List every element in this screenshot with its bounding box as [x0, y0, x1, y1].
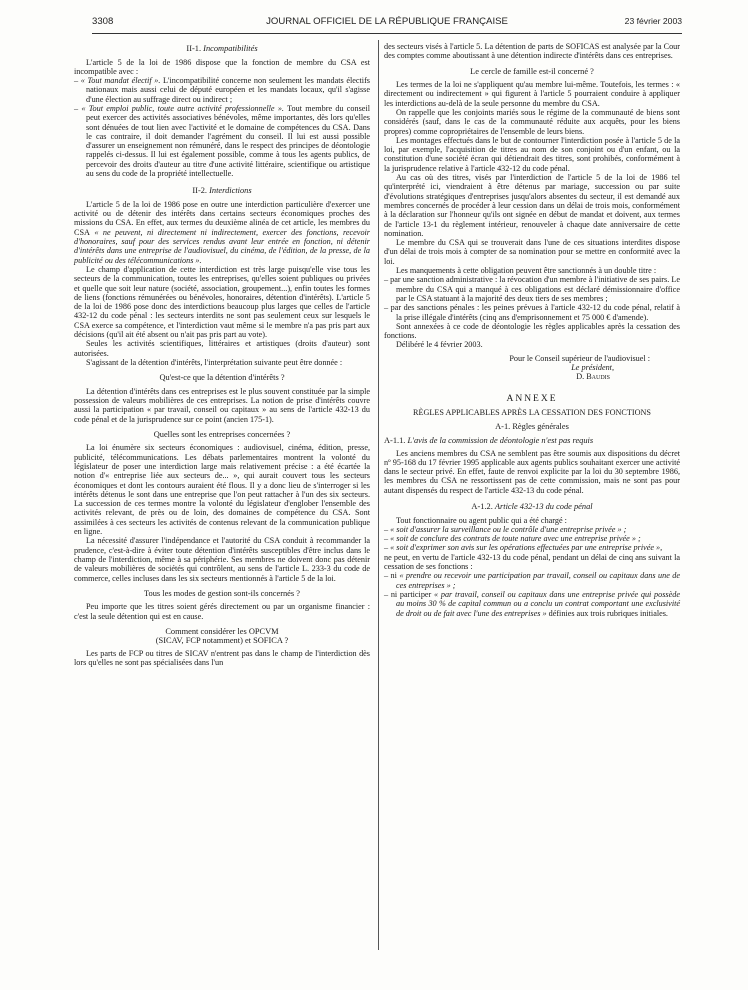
heading-text: L'avis de la commission de déontologie n'est pas requis [407, 436, 594, 446]
paragraph: Le champ d'application de cette interdiction est très large puisqu'elle vise tous les secteurs de la communication, toutes les entreprises, qu'elles soient publiques ou privées et quelle que soit leur nature (société, association, groupement...), enfin toutes les formes de liens (fonctions rémunérées ou bénévoles, honoraires, détention d'intérêts). L'article 5 de la loi de 1986 pose donc des interdictions beaucoup plus larges que celles de l'article 432-12 du code pénal : les secteurs interdits ne sont pas seulement ceux sur lesquels le CSA exerce sa compétence, et l'interdiction vaut même si le membre n'a pas pris part aux décisions (qu'il ait été absent ou n'ait pas pris part au vote). [74, 264, 370, 340]
paragraph: Les parts de FCP ou titres de SICAV n'entrent pas dans le champ de l'interdiction dès lors qu'elles ne sont pas spécialisées dans l'un [74, 648, 370, 668]
annex-section-heading: A-1. Règles générales [495, 421, 569, 431]
deliberation-date: Délibéré le 4 février 2003. [396, 340, 483, 350]
paragraph: La loi énumère six secteurs économiques : audiovisuel, cinéma, édition, presse, publicité, télécommunications. Les débats parlementaires montrent la volonté du législateur de poser une interdiction large mais relativement précise : a été écartée la notion d'« entreprise liée aux secteurs de... », qui aurait couvert tous les secteurs économiques et dont les contours auraient été flous. Il y a donc lieu de s'interroger si les intérêts détenus le sont dans une entreprise que l'on peut rattacher à l'un des six secteurs. La succession de ces termes montre la volonté du législateur d'englober l'ensemble des activités relevant, de près ou de loin, des domaines de compétence du CSA. Sont assimilées à ces secteurs les activités de contenus relevant de la communication publique en ligne. [74, 443, 370, 537]
question-heading-line: (SICAV, FCP notamment) et SOFICA ? [155, 636, 289, 646]
page-header [92, 16, 682, 32]
dash-item-text: Tout membre du conseil peut exercer des activités associatives bénévoles, même importantes, dès lors qu'elles sont dénuées de tout lien avec l'activité et le domaine de compétences du CSA. Dans le cas contraire, il doit demander l'agrément du conseil. Il lui est aussi possible d'assurer un enseignement non rémunéré, dans le respect des principes de déontologie rappelés ci-dessus. Il lui est également possible, comme à tous les agents publics, de percevoir des droits d'auteur au titre d'une activité littéraire, scientifique ou artistique au sens du code de la propriété intellectuelle. [86, 103, 370, 179]
dash-item-quote: « par travail, conseil ou capitaux dans une entreprise privée qui possède au moins 30 % de capital commun ou a conclu un contrat comportant une exclusivité de droit ou de fait avec l'une des entreprises » [396, 589, 680, 618]
dash-item: – « soit d'assurer la surveillance ou le contrôle d'une entreprise privée » ; [384, 524, 627, 534]
heading-number: II-1. [186, 44, 202, 53]
dash-item-quote: « prendre ou recevoir une participation par travail, conseil ou capitaux dans une de ces entreprises » ; [396, 571, 680, 590]
paragraph: La détention d'intérêts dans ces entreprises est le plus souvent constituée par la simple possession de valeurs mobilières de ces entreprises. La notion de prise d'intérêts couvre aussi la participation « par travail, conseil ou capitaux » au sens de l'article 432-13 du code pénal et de la jurisprudence sur ce point (ancien 175-1). [74, 386, 370, 424]
dash-item-italic: – « Tout mandat électif ». [74, 76, 161, 86]
signature-line: Pour le Conseil supérieur de l'audiovisuel : [509, 353, 650, 363]
heading-number: A-1.2. [471, 502, 493, 512]
dash-item-italic: – « Tout emploi public, toute autre activité professionnelle ». [74, 103, 284, 113]
heading-number: II-2. [192, 186, 208, 196]
signature-title: Le président, [571, 363, 614, 372]
signature-name: D. Baudis [576, 372, 610, 382]
paragraph: Les anciens membres du CSA ne semblent pas être soumis aux dispositions du décret nº 95-168 du 17 février 1995 applicable aux agents publics souhaitant exercer une activité dans le secteur privé. En effet, faute de renvoi explicite par la loi du 30 septembre 1986, les membres du CSA ne ressortissent pas de cette commission, mais ne sont pas pour autant dispensés du respect de l'article 432-13 du code pénal. [384, 448, 680, 495]
question-heading [74, 627, 370, 646]
paragraph: L'article 5 de la loi de 1986 dispose que la fonction de membre du CSA est incompatible avec : [74, 57, 370, 76]
paragraph: Les montages effectués dans le but de contourner l'interdiction posée à l'article 5 de la loi, par exemple, l'acquisition de titres au nom de son conjoint ou d'un enfant, ou la constitution d'une société écran qui détiendrait des titres, sont prohibés, conformément à la jurisprudence relative à l'article 432-12 du code pénal. [384, 135, 680, 173]
journal-title: JOURNAL OFFICIEL DE LA RÉPUBLIQUE FRANÇAISE [266, 16, 508, 27]
question-heading: Quelles sont les entreprises concernées ? [153, 429, 291, 439]
column-divider [378, 40, 379, 950]
left-column [74, 42, 370, 668]
dash-item-text: définies aux trois rubriques initiales. [546, 608, 668, 618]
paragraph: Les termes de la loi ne s'appliquent qu'au membre lui-même. Toutefois, les termes : « directement ou indirectement » qui figurent à l'article 5 pourraient conduire à appliquer les interdictions au-delà de la seule personne du membre du CSA. [384, 80, 680, 108]
paragraph: Sont annexées à ce code de déontologie les règles applicables après la cessation des fonctions. [384, 321, 680, 341]
paragraph: On rappelle que les conjoints mariés sous le régime de la communauté de biens sont considérés (sauf, dans le cas de la communauté réduite aux acquêts, pour les biens propres) comme copropriétaires de l'ensemble de leurs biens. [384, 107, 680, 136]
dash-item [384, 590, 680, 618]
question-heading: Tous les modes de gestion sont-ils concernés ? [144, 588, 300, 598]
heading-number: A-1.1. [384, 436, 406, 446]
paragraph [74, 200, 370, 265]
paragraph: S'agissant de la détention d'intérêts, l'interprétation suivante peut être donnée : [86, 357, 343, 367]
paragraph: des secteurs visés à l'article 5. La détention de parts de SOFICAS est analysée par la Cour des comptes comme aboutissant à une détention indirecte d'intérêts dans ces entreprises. [384, 42, 680, 61]
question-heading: Le cercle de famille est-il concerné ? [470, 66, 594, 76]
question-heading-line: Comment considérer les OPCVM [165, 626, 279, 636]
heading-text: Interdictions [209, 186, 252, 196]
dash-item: – par une sanction administrative : la révocation d'un membre à l'initiative de ses pairs. Le membre du CSA qui a manqué à ces obligations est déclaré démissionnaire d'office par le CSA statuant à la majorité des deux tiers de ses membres ; [384, 275, 680, 303]
dash-item-text: – ni participer [384, 589, 432, 599]
question-heading: Qu'est-ce que la détention d'intérêts ? [159, 373, 285, 383]
header-rule [92, 33, 682, 34]
section-heading-interdictions [74, 186, 370, 196]
dash-item: – « soit de conclure des contrats de toute nature avec une entreprise privée » ; [384, 534, 641, 544]
page-number: 3308 [92, 16, 114, 27]
heading-text: Article 432-13 du code pénal [494, 502, 593, 512]
paragraph: La nécessité d'assurer l'indépendance et l'autorité du CSA conduit à recommander la prudence, c'est-à-dire à éviter toute détention d'intérêts susceptibles d'être inclus dans le champ de l'interdiction, même à sa périphérie. Ses membres ne doivent donc pas détenir de valeurs mobilières de sociétés qui contrôlent, au sens de l'article L. 233-3 du code de commerce, celles incluses dans les six secteurs mentionnés à l'article 5 de la loi. [74, 536, 370, 583]
dash-item [74, 76, 370, 104]
publication-date: 23 février 2003 [624, 16, 682, 26]
dash-item-text: L'incompatibilité concerne non seulement les mandats électifs nationaux mais aussi celui de député européen et les mandats locaux, qu'il s'agisse d'une élection au suffrage direct ou indirect ; [86, 76, 370, 104]
heading-text: Incompatibilités [203, 44, 258, 53]
paragraph-quote: « ne peuvent, ni directement ni indirectement, exercer des fonctions, recevoir d'honoraires, sauf pour des services rendus avant leur entrée en fonction, ni détenir d'intérêts dans une entreprise de l'audiovisuel, du cinéma, de l'édition, de la presse, de la publicité ou des télécommunications ». [74, 227, 370, 265]
annex-title: ANNEXE [506, 393, 558, 404]
paragraph: Les manquements à cette obligation peuvent être sanctionnés à un double titre : [396, 266, 657, 276]
right-column [384, 42, 680, 618]
paragraph: ne peut, en vertu de l'article 432-13 du code pénal, pendant un délai de cinq ans suivant la cessation de ses fonctions : [384, 552, 680, 572]
annex-subtitle: RÈGLES APPLICABLES APRÈS LA CESSATION DES FONCTIONS [413, 407, 651, 417]
paragraph-text: L'article 5 de la loi de 1986 pose en outre une interdiction particulière d'exercer une activité ou de détenir des intérêts dans certains secteurs économiques proches des missions du CSA. En effet, aux termes du deuxième alinéa de cet article, les membres du CSA [74, 199, 370, 237]
annex-subsection-heading [384, 502, 680, 512]
dash-item [74, 104, 370, 178]
dash-item: – « soit d'exprimer son avis sur les opérations effectuées par une entreprise privée », [384, 543, 663, 553]
paragraph: Le membre du CSA qui se trouverait dans l'une de ces situations interdites dispose d'un délai de trois mois à compter de sa nomination pour se mettre en conformité avec la loi. [384, 238, 680, 266]
paragraph: Tout fonctionnaire ou agent public qui a été chargé : [396, 515, 567, 525]
section-heading-incompatibilites [74, 44, 370, 54]
paragraph: Au cas où des titres, visés par l'interdiction de l'article 5 de la loi de 1986 tel qu'interprété ici, viendraient à être détenus par mariage, succession ou par suite d'évolutions stratégiques d'entreprises jusqu'alors absentes du secteur, il est demandé aux membres concernés de procéder à leur cession dans un délai de trois mois, conformément à la déclaration sur l'honneur qu'ils ont signée en début de mandat et doivent, aux termes de l'article 13-1 du règlement intérieur, renouveler à chaque date anniversaire de cette nomination. [384, 173, 680, 238]
dash-item-text: – ni [384, 571, 397, 581]
paragraph: Seules les activités scientifiques, littéraires et artistiques (droits d'auteur) sont autorisées. [74, 339, 370, 358]
annex-subsection-heading [384, 436, 680, 446]
dash-item: – par des sanctions pénales : les peines prévues à l'article 432-12 du code pénal, relatif à la prise illégale d'intérêts (cinq ans d'emprisonnement et 75 000 € d'amende). [384, 303, 680, 322]
dash-item [384, 571, 680, 590]
paragraph: Peu importe que les titres soient gérés directement ou par un organisme financier : c'est la seule détention qui est en cause. [74, 602, 370, 621]
